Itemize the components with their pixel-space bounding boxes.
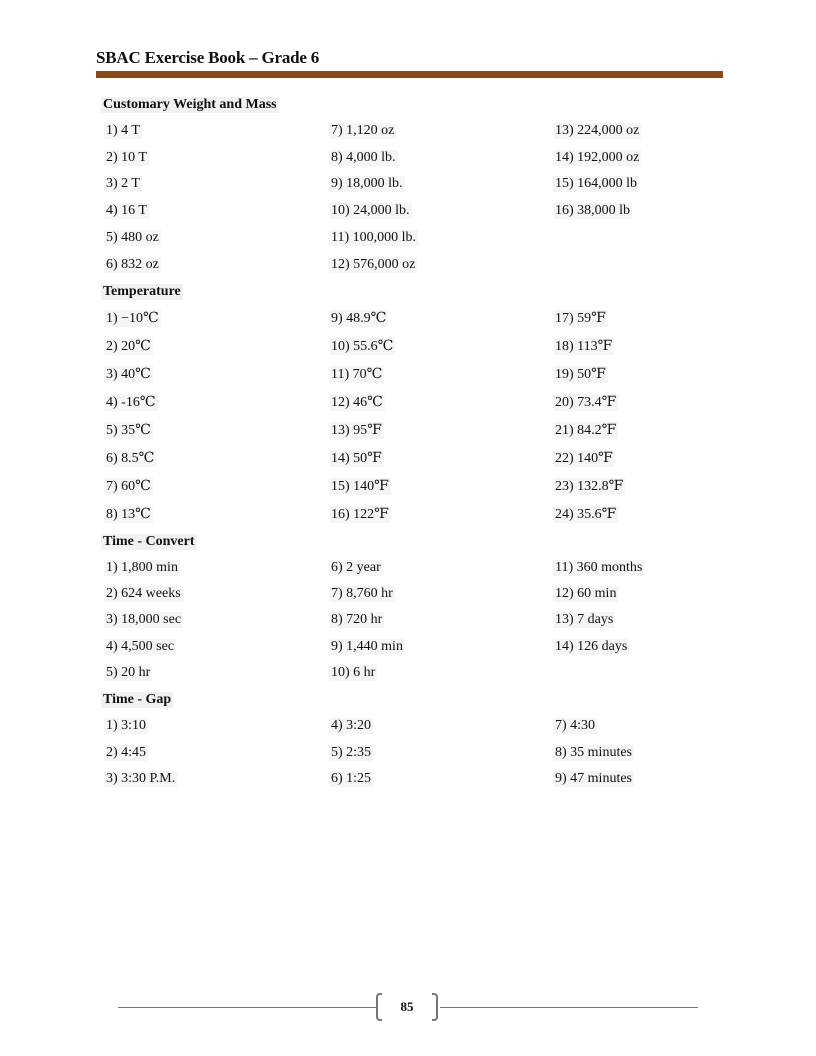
- answer-item: 7) 8,760 hr: [331, 586, 393, 601]
- page-number: 85: [400, 999, 414, 1014]
- answer-item: 12) 576,000 oz: [331, 257, 416, 272]
- answer-item: 8) 13℃: [106, 507, 151, 522]
- answer-item: 23) 132.8℉: [555, 479, 624, 494]
- answer-item: 11) 360 months: [555, 560, 643, 575]
- answer-item: 1) 4 T: [106, 123, 140, 138]
- header-rule: [96, 71, 723, 78]
- answer-item: 13) 224,000 oz: [555, 123, 640, 138]
- answer-item: 16) 38,000 lb: [555, 203, 631, 218]
- section-title-time-gap: Time - Gap: [103, 692, 172, 707]
- answer-item: 13) 95℉: [331, 423, 382, 438]
- answer-item: 2) 624 weeks: [106, 586, 181, 601]
- answer-item: 4) 16 T: [106, 203, 147, 218]
- answer-item: 7) 1,120 oz: [331, 123, 395, 138]
- answer-item: 10) 6 hr: [331, 665, 376, 680]
- answer-item: 5) 35℃: [106, 423, 151, 438]
- answer-item: 3) 3:30 P.M.: [106, 771, 176, 786]
- answer-item: 8) 720 hr: [331, 612, 383, 627]
- footer-rule-left: [118, 1007, 376, 1008]
- answer-item: 8) 4,000 lb.: [331, 150, 396, 165]
- answer-item: 6) 8.5℃: [106, 451, 155, 466]
- section-title-temperature: Temperature: [103, 284, 181, 299]
- answer-item: 20) 73.4℉: [555, 395, 617, 410]
- answer-item: 11) 100,000 lb.: [331, 230, 417, 245]
- answer-item: 1) 3:10: [106, 718, 147, 733]
- answer-item: 4) -16℃: [106, 395, 156, 410]
- answer-item: 6) 1:25: [331, 771, 372, 786]
- answer-item: 4) 3:20: [331, 718, 372, 733]
- answer-item: 10) 55.6℃: [331, 339, 394, 354]
- answer-item: 1) 1,800 min: [106, 560, 178, 575]
- footer-rule-right: [440, 1007, 698, 1008]
- answer-item: 11) 70℃: [331, 367, 383, 382]
- answer-item: 5) 20 hr: [106, 665, 151, 680]
- answer-item: 6) 2 year: [331, 560, 381, 575]
- answer-item: 12) 60 min: [555, 586, 617, 601]
- answer-item: 15) 164,000 lb: [555, 176, 638, 191]
- answer-item: 17) 59℉: [555, 311, 606, 326]
- answer-item: 9) 1,440 min: [331, 639, 403, 654]
- answer-item: 8) 35 minutes: [555, 745, 632, 760]
- answer-item: 2) 4:45: [106, 745, 147, 760]
- answer-item: 4) 4,500 sec: [106, 639, 175, 654]
- footer-bracket-close: [432, 993, 438, 1021]
- section-title-time-convert: Time - Convert: [103, 534, 195, 549]
- answer-item: 24) 35.6℉: [555, 507, 617, 522]
- answer-item: 14) 126 days: [555, 639, 628, 654]
- answer-item: 14) 192,000 oz: [555, 150, 640, 165]
- answer-item: 9) 18,000 lb.: [331, 176, 403, 191]
- answer-item: 12) 46℃: [331, 395, 383, 410]
- section-title-customary-weight: Customary Weight and Mass: [103, 97, 277, 112]
- answer-item: 9) 48.9℃: [331, 311, 387, 326]
- answer-item: 22) 140℉: [555, 451, 613, 466]
- answer-item: 14) 50℉: [331, 451, 382, 466]
- answer-item: 18) 113℉: [555, 339, 613, 354]
- answer-item: 2) 10 T: [106, 150, 147, 165]
- answer-item: 3) 18,000 sec: [106, 612, 182, 627]
- answer-item: 3) 40℃: [106, 367, 151, 382]
- answer-item: 15) 140℉: [331, 479, 389, 494]
- answer-item: 6) 832 oz: [106, 257, 159, 272]
- answer-item: 5) 2:35: [331, 745, 372, 760]
- answer-item: 2) 20℃: [106, 339, 151, 354]
- page-header-title: SBAC Exercise Book – Grade 6: [96, 48, 320, 67]
- answer-item: 1) −10℃: [106, 311, 159, 326]
- answer-item: 7) 4:30: [555, 718, 596, 733]
- answer-item: 16) 122℉: [331, 507, 389, 522]
- answer-item: 21) 84.2℉: [555, 423, 617, 438]
- answer-item: 7) 60℃: [106, 479, 151, 494]
- answer-item: 5) 480 oz: [106, 230, 159, 245]
- answer-item: 10) 24,000 lb.: [331, 203, 410, 218]
- answer-item: 3) 2 T: [106, 176, 140, 191]
- answer-item: 19) 50℉: [555, 367, 606, 382]
- answer-item: 13) 7 days: [555, 612, 614, 627]
- answer-item: 9) 47 minutes: [555, 771, 632, 786]
- footer-bracket-open: [376, 993, 382, 1021]
